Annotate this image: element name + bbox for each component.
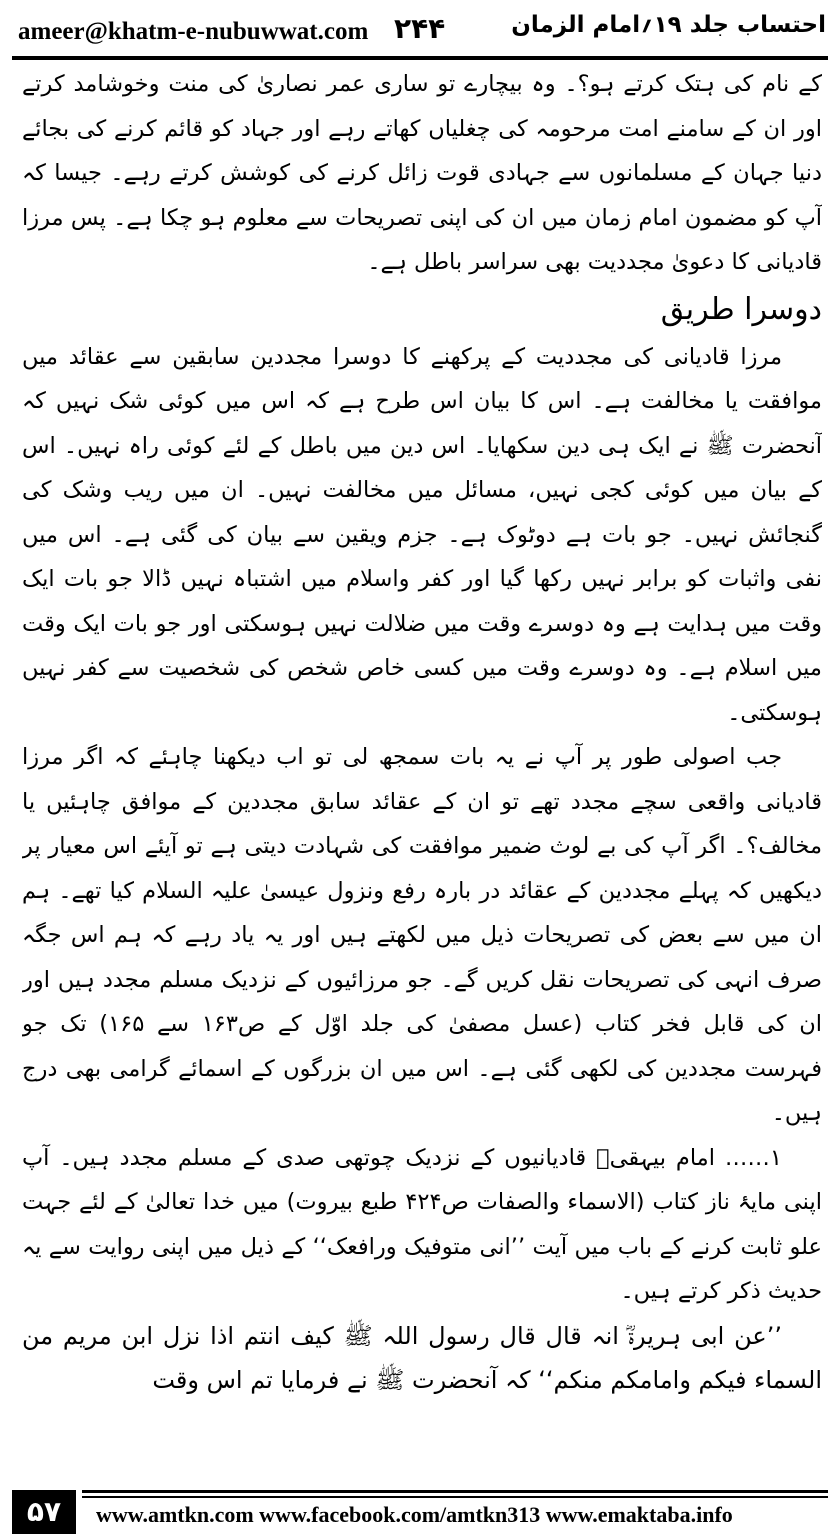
header-email[interactable]: ameer@khatm-e-nubuwwat.com xyxy=(18,18,369,45)
paragraph-2: مرزا قادیانی کی مجددیت کے پرکھنے کا دوسرا مجددین سابقین سے عقائد میں موافقت یا مخالفت ہے۔ اس کا بیان اس طرح ہے کہ اس میں کوئی شک نہیں کہ آنحضرت ﷺ نے ایک ہی دین سکھایا۔ اس دین میں باطل کے لئے کوئی راہ نہیں۔ اس کے بیان میں کوئی کجی نہیں، مسائل میں مخالفت نہیں۔ ان میں ریب وشک کی گنجائش نہیں۔ جو بات ہے دوٹوک ہے۔ جزم ویقین سے بیان کی گئی ہے۔ اس میں نفی واثبات کو برابر نہیں رکھا گیا اور کفر واسلام میں اشتباہ نہیں ڈالا جو بات ایک وقت میں ہدایت ہے وہ دوسرے وقت میں ضلالت نہیں ہوسکتی اور جو بات ایک وقت میں اسلام ہے۔ وہ دوسرے وقت میں کسی خاص شخص کی شخصیت سے کفر نہیں ہوسکتی۔ xyxy=(22,343,822,726)
page-footer xyxy=(12,1490,828,1536)
footer-page-number: ۵۷ xyxy=(12,1490,76,1534)
paragraph-1: کے نام کی ہتک کرتے ہو؟۔ وہ بیچارے تو ساری عمر نصاریٰ کی منت وخوشامد کرتے اور ان کے سامنے امت مرحومہ کی چغلیاں کھاتے رہے اور جہاد کو قائم کرنے کی بجائے دنیا جہان کے مسلمانوں سے جہادی قوت زائل کرنے کی کوشش کرتے رہے۔ جیسا کہ آپ کو مضمون امام زمان میں ان کی اپنی تصریحات سے معلوم ہو چکا ہے۔ پس مرزا قادیانی کا دعویٰ مجددیت بھی سراسر باطل ہے۔ xyxy=(22,71,822,275)
hadith-quote: ’’عن ابی ہریرۃؓ انہ قال قال رسول اللہ ﷺ کیف انتم اذا نزل ابن مریم من السماء فیکم وامامکم منکم‘‘ کہ آنحضرت ﷺ نے فرمایا تم اس وقت xyxy=(22,1321,822,1394)
page-body xyxy=(22,62,822,1442)
paragraph-4: ۱…… امام بیہقیؒ قادیانیوں کے نزدیک چوتھی صدی کے مسلم مجدد ہیں۔ آپ اپنی مایۂ ناز کتاب (الاسماء والصفات ص۴۲۴ طبع بیروت) میں خدا تعالیٰ کے لئے جہت علو ثابت کرنے کے باب میں آیت ’’انی متوفیک ورافعک‘‘ کے ذیل میں اپنی روایت سے یہ حدیث ذکر کرتے ہیں۔ xyxy=(22,1144,822,1304)
section-heading: دوسرا طریق xyxy=(660,291,822,327)
header-rule xyxy=(12,56,828,60)
page-header xyxy=(12,6,828,54)
footer-urls[interactable]: www.amtkn.com www.facebook.com/amtkn313 www.emaktaba.info xyxy=(96,1502,733,1527)
header-book-title: احتساب جلد ۱۹؍امام الزمان xyxy=(511,12,826,38)
paragraph-3: جب اصولی طور پر آپ نے یہ بات سمجھ لی تو اب دیکھنا چاہئے کہ اگر مرزا قادیانی واقعی سچے مجدد تھے تو ان کے عقائد سابق مجددین کے موافق چاہئیں یا مخالف؟۔ اگر آپ کی بے لوث ضمیر موافقت کی شہادت دیتی ہے تو آیئے اس معیار پر دیکھیں کہ پہلے مجددین کے عقائد در بارہ رفع ونزول عیسیٰ علیہ السلام کیا تھے۔ ہم ان میں سے بعض کی تصریحات ذیل میں لکھتے ہیں اور یہ یاد رہے کہ ہم اس جگہ صرف انہی کی تصریحات نقل کریں گے۔ جو مرزائیوں کے نزدیک مسلم مجدد ہیں اور ان کی قابل فخر کتاب (عسل مصفیٰ کی جلد اوّل کے ص۱۶۳ سے ۱۶۵) تک جو فہرست مجددین کی لکھی گئی ہے۔ اس میں ان بزرگوں کے اسمائے گرامی بھی درج ہیں۔ xyxy=(22,744,822,1126)
header-page-number: ۲۴۴ xyxy=(394,12,446,45)
footer-rule xyxy=(82,1490,828,1493)
footer-rule-thin xyxy=(82,1496,828,1498)
